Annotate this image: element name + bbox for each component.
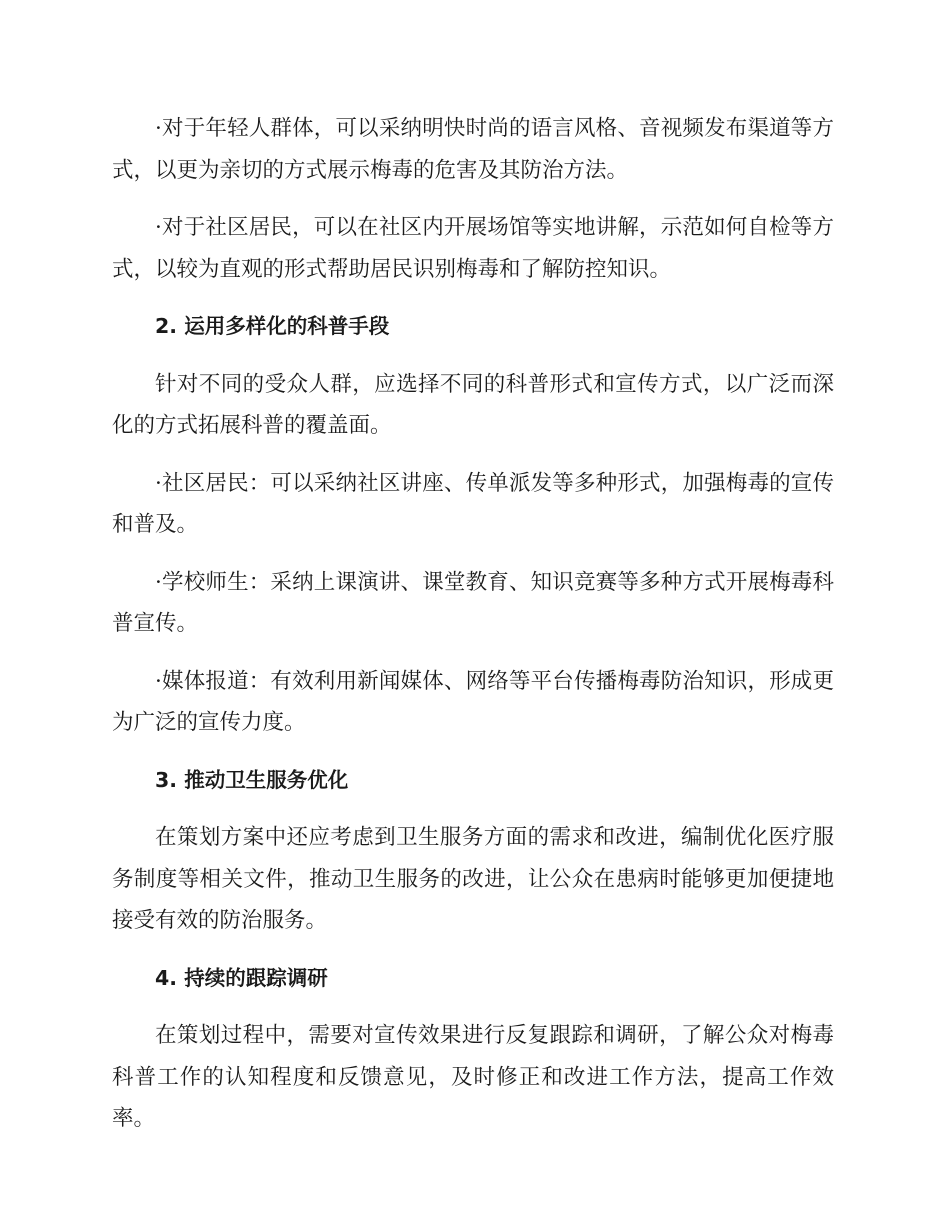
bullet-community-residents: ·对于社区居民，可以在社区内开展场馆等实地讲解，示范如何自检等方式，以较为直观的形式帮助居民识别梅毒和了解防控知识。	[112, 215, 834, 282]
bullet-community: ·社区居民：可以采纳社区讲座、传单派发等多种形式，加强梅毒的宣传和普及。	[112, 470, 834, 537]
bullet-young-people: ·对于年轻人群体，可以采纳明快时尚的语言风格、音视频发布渠道等方式，以更为亲切的方式展示梅毒的危害及其防治方法。	[112, 116, 834, 183]
document-body	[112, 108, 834, 1156]
section-heading-3: 3. 推动卫生服务优化	[155, 767, 349, 792]
section-heading-4: 4. 持续的跟踪调研	[155, 965, 328, 990]
paragraph-section-2: 针对不同的受众人群，应选择不同的科普形式和宣传方式，以广泛而深化的方式拓展科普的覆盖面。	[112, 371, 834, 438]
bullet-schools: ·学校师生：采纳上课演讲、课堂教育、知识竞赛等多种方式开展梅毒科普宣传。	[112, 569, 834, 636]
section-heading-2: 2. 运用多样化的科普手段	[155, 314, 390, 338]
paragraph-section-3: 在策划方案中还应考虑到卫生服务方面的需求和改进，编制优化医疗服务制度等相关文件，推动卫生服务的改进，让公众在患病时能够更加便捷地接受有效的防治服务。	[112, 825, 834, 933]
paragraph-section-4: 在策划过程中，需要对宣传效果进行反复跟踪和调研，了解公众对梅毒科普工作的认知程度和反馈意见，及时修正和改进工作方法，提高工作效率。	[112, 1023, 834, 1131]
bullet-media: ·媒体报道：有效利用新闻媒体、网络等平台传播梅毒防治知识，形成更为广泛的宣传力度。	[112, 668, 834, 735]
